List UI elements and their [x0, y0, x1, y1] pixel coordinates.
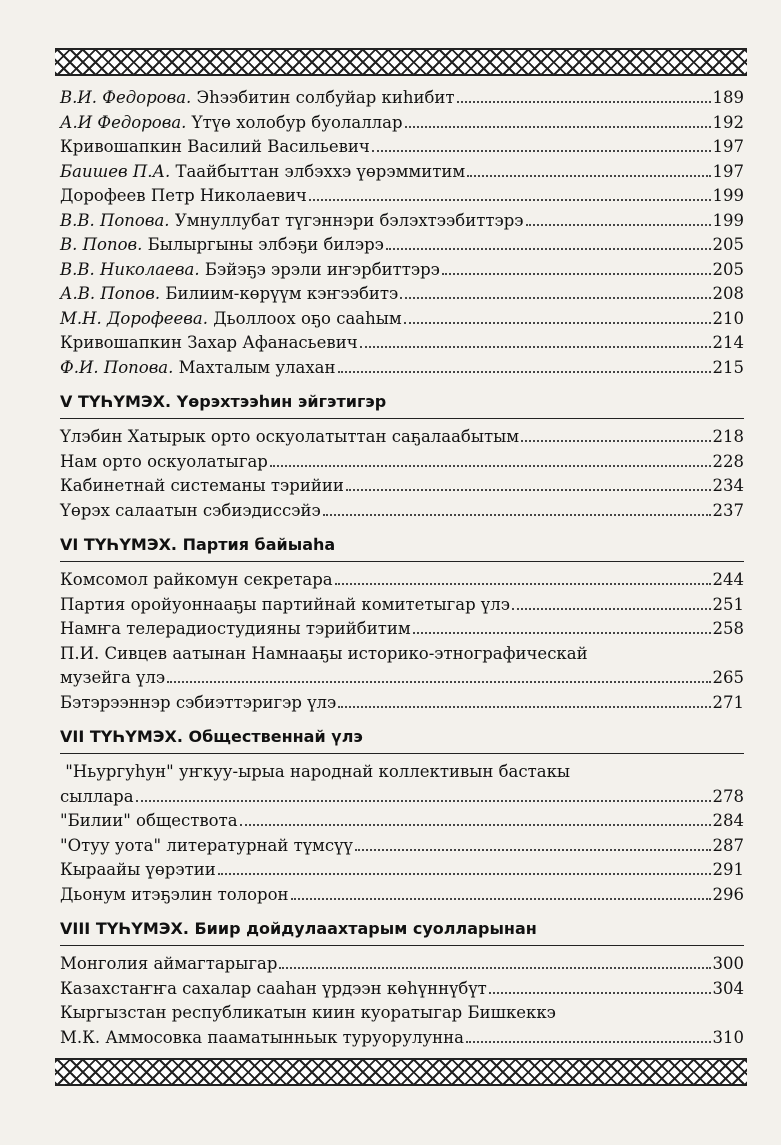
entry-text	[60, 450, 268, 475]
entry-author: А.И Федорова.	[60, 112, 187, 132]
section-rule	[60, 753, 744, 754]
leader-dots	[467, 175, 710, 177]
entry-author: М.Н. Дорофеева.	[60, 308, 208, 328]
entry-text	[60, 568, 333, 593]
entry-title: Комсомол райкомун секретара	[60, 570, 333, 589]
entry-text	[60, 233, 384, 258]
leader-dots	[400, 297, 710, 299]
toc-entry	[60, 184, 744, 209]
section-heading-8	[60, 919, 744, 946]
toc-entry	[60, 307, 744, 332]
entry-title: Үлэбин Хатырык орто оскуолатыттан саҕалаабытым	[60, 427, 520, 446]
toc-entry	[60, 834, 744, 859]
section-rule	[60, 418, 744, 419]
entry-author: В.В. Попова.	[60, 210, 170, 230]
entry-text	[60, 356, 336, 381]
entry-title: Бэйэҕэ эрэли иҥэрбиттэрэ	[204, 259, 440, 279]
entry-title: Партия оройуоннааҕы партийнай комитетыгар үлэ	[60, 594, 510, 614]
toc-entry-continued: Кыргызстан республикатын киин куоратыгар Бишкеккэ	[60, 1003, 556, 1022]
entry-text	[60, 209, 524, 234]
page-number: 310	[712, 1027, 744, 1047]
page-number: 244	[712, 570, 744, 589]
entry-author: В. Попов.	[60, 235, 143, 254]
entries-group-1	[60, 86, 744, 380]
toc-entry	[60, 209, 744, 234]
page-number: 205	[712, 259, 744, 279]
leader-dots	[338, 706, 710, 708]
page-number: 215	[712, 357, 744, 377]
leader-dots	[466, 1041, 711, 1043]
page-number: 228	[712, 451, 744, 471]
toc-entry	[60, 785, 744, 810]
entry-text	[60, 617, 411, 642]
leader-dots	[338, 371, 711, 373]
entry-title: Дорофеев Петр Николаевич	[60, 186, 307, 205]
entry-text	[60, 258, 440, 283]
page-number: 197	[712, 137, 744, 156]
section-heading-5	[60, 392, 744, 419]
entry-title: Дьоллоох оҕо сааһым	[213, 308, 402, 328]
leader-dots	[270, 465, 711, 467]
entry-title: Махталым улахан	[178, 357, 336, 377]
toc-entry	[60, 883, 744, 908]
page-number: 300	[712, 954, 744, 973]
toc-entry	[60, 425, 744, 450]
entry-title: Былыргыны элбэҕи билэрэ	[147, 235, 384, 254]
entries-section-5	[60, 425, 744, 523]
entry-text	[60, 977, 487, 1002]
entries-section-8	[60, 952, 744, 1001]
leader-dots	[413, 632, 711, 634]
page-number: 291	[712, 860, 744, 879]
leader-dots	[240, 824, 711, 826]
toc-entry	[60, 858, 744, 883]
section-heading-6	[60, 535, 744, 562]
section-rule	[60, 561, 744, 562]
entry-title: Үтүө холобур буолаллар	[191, 112, 403, 132]
entry-text	[60, 858, 216, 883]
leader-dots	[291, 898, 711, 900]
page-number: 199	[712, 186, 744, 205]
leader-dots	[167, 681, 710, 683]
toc-entry	[60, 135, 744, 160]
page-number: 205	[712, 235, 744, 254]
entry-author: В.В. Николаева.	[60, 259, 200, 279]
section-title: VII ТҮҺҮМЭХ. Общественнай үлэ	[60, 727, 363, 746]
leader-dots	[136, 800, 711, 802]
leader-dots	[526, 224, 711, 226]
entry-author: А.В. Попов.	[60, 284, 161, 303]
toc-entry	[60, 258, 744, 283]
entry-title: Таайбыттан элбэххэ үөрэммитим	[175, 161, 466, 181]
toc-entry-continued: "Ньургуһун" уҥкуу-ырыа народнай коллективын бастакы	[60, 762, 571, 781]
page-number: 208	[712, 284, 744, 303]
toc-entry	[60, 233, 744, 258]
entry-title: Кривошапкин Захар Афанасьевич	[60, 333, 358, 352]
section-title: VIII ТҮҺҮМЭХ. Биир дойдулаахтарым суолларынан	[60, 919, 537, 938]
entry-text	[60, 809, 238, 834]
page-number: 192	[712, 112, 744, 132]
toc-entry	[60, 111, 744, 136]
entry-text	[60, 593, 510, 618]
page-number: 258	[712, 619, 744, 638]
leader-dots	[489, 992, 711, 994]
page-number: 189	[712, 88, 744, 107]
entry-title: Дьонум итэҕэлин толорон	[60, 884, 289, 904]
table-of-contents	[60, 86, 744, 1050]
page-number: 234	[712, 476, 744, 495]
entry-text	[60, 331, 358, 356]
toc-entry	[60, 977, 744, 1002]
page-number: 210	[712, 308, 744, 328]
entry-title: Билиим-көрүүм кэҥээбитэ	[165, 284, 399, 303]
entry-text	[60, 499, 321, 524]
page-number: 237	[712, 500, 744, 520]
entry-text	[60, 883, 289, 908]
leader-dots	[360, 346, 711, 348]
page-number: 296	[712, 884, 744, 904]
entry-title: Бэтэрээннэр сэбиэттэригэр үлэ	[60, 692, 337, 712]
entry-text	[60, 282, 398, 307]
section-heading-7	[60, 727, 744, 754]
page-number: 278	[712, 786, 744, 806]
entry-title: М.К. Аммосовка пааматынньык туруорулунна	[60, 1027, 464, 1047]
entry-text	[60, 307, 402, 332]
entry-text	[60, 425, 519, 450]
page-number: 218	[712, 427, 744, 446]
toc-entry	[60, 617, 744, 642]
toc-entry	[60, 474, 744, 499]
toc-entry-continued: П.И. Сивцев аатынан Намнааҕы историко-этнографическай	[60, 643, 588, 663]
entry-text	[60, 474, 344, 499]
entry-title: Монголия аймагтарыгар	[60, 954, 278, 973]
leader-dots	[309, 199, 711, 201]
entry-title: Кабинетнай системаны тэрийии	[60, 476, 344, 495]
section-title: V ТҮҺҮМЭХ. Үөрэхтээһин эйгэтигэр	[60, 392, 387, 411]
entry-text	[60, 111, 403, 136]
leader-dots	[386, 248, 711, 250]
page-number: 214	[712, 333, 744, 352]
entry-title: Кыраайы үөрэтии	[60, 860, 216, 879]
entry-title: "Отуу уота" литературнай түмсүү	[60, 835, 353, 855]
leader-dots	[404, 322, 711, 324]
leader-dots	[323, 514, 711, 516]
leader-dots	[355, 849, 711, 851]
toc-entry	[60, 86, 744, 111]
entries-section-6	[60, 568, 744, 642]
entry-title: Үөрэх салаатын сэбиэдиссэйэ	[60, 500, 321, 520]
page-number: 304	[712, 978, 744, 998]
leader-dots	[512, 608, 711, 610]
toc-entry	[60, 160, 744, 185]
toc-entry	[60, 952, 744, 977]
entries-section-7	[60, 809, 744, 907]
entry-title: Казахстаҥҥа сахалар сааһан үрдээн көһүннүбүт	[60, 978, 487, 998]
toc-entry	[60, 356, 744, 381]
section-title: VI ТҮҺҮМЭХ. Партия байыаһа	[60, 535, 336, 554]
leader-dots	[346, 489, 711, 491]
entry-title: Умнуллубат түгэннэри бэлэхтээбиттэрэ	[174, 210, 524, 230]
leader-dots	[218, 873, 711, 875]
leader-dots	[457, 101, 711, 103]
entry-title: "Билии" обществота	[60, 811, 238, 830]
entry-text	[60, 135, 370, 160]
entry-author: Ф.И. Попова.	[60, 357, 174, 377]
leader-dots	[521, 440, 710, 442]
entry-text	[60, 834, 353, 859]
toc-entry	[60, 450, 744, 475]
page-number: 287	[712, 835, 744, 855]
entry-title: Эһээбитин солбуйар киһибит	[196, 88, 455, 107]
page-number: 197	[712, 161, 744, 181]
toc-entry	[60, 691, 744, 716]
page-number: 284	[712, 811, 744, 830]
leader-dots	[372, 150, 711, 152]
toc-entry	[60, 499, 744, 524]
entry-text	[60, 160, 465, 185]
toc-entry	[60, 568, 744, 593]
page-number: 199	[712, 210, 744, 230]
entry-title: сыллара	[60, 786, 134, 806]
leader-dots	[279, 967, 710, 969]
toc-entry	[60, 331, 744, 356]
entry-text	[60, 86, 455, 111]
page-number: 251	[712, 594, 744, 614]
bottom-ornament-border	[55, 1058, 747, 1086]
leader-dots	[442, 273, 711, 275]
toc-entry	[60, 666, 744, 691]
entry-title: музейга үлэ	[60, 668, 166, 687]
page-number: 271	[712, 692, 744, 712]
entry-author: Баишев П.А.	[60, 161, 171, 181]
toc-entry	[60, 282, 744, 307]
section-rule	[60, 945, 744, 946]
leader-dots	[335, 583, 711, 585]
entry-title: Кривошапкин Василий Васильевич	[60, 137, 370, 156]
toc-entry	[60, 593, 744, 618]
entry-text	[60, 952, 277, 977]
entry-text	[60, 184, 307, 209]
top-ornament-border	[55, 48, 747, 76]
toc-entry	[60, 1026, 744, 1051]
entry-author: В.И. Федорова.	[60, 88, 192, 107]
page-number: 265	[712, 668, 744, 687]
entry-title: Нам орто оскуолатыгар	[60, 451, 268, 471]
entry-title: Намҥа телерадиостудияны тэрийбитим	[60, 619, 411, 638]
leader-dots	[405, 126, 711, 128]
toc-entry	[60, 809, 744, 834]
